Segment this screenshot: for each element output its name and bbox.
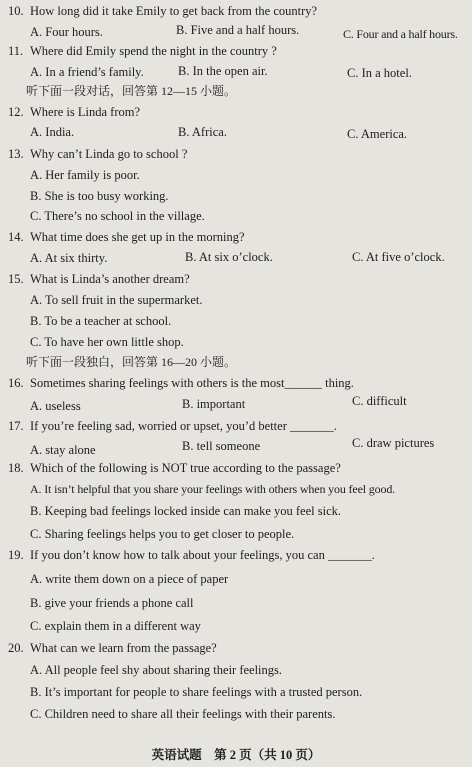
question-18: [8, 460, 472, 476]
question-number: 11.: [8, 44, 24, 58]
question-15: [8, 271, 472, 287]
question-number: 16.: [8, 376, 24, 390]
question-number: 20.: [8, 641, 24, 655]
option-b: B. She is too busy working.: [30, 189, 169, 203]
option-a: A. Four hours.: [30, 25, 103, 39]
question-19: [8, 547, 472, 563]
question-17: [8, 418, 472, 434]
question-number: 14.: [8, 230, 24, 244]
option-b: B. tell someone: [182, 439, 261, 453]
question-number: 18.: [8, 461, 24, 475]
question-text: Where did Emily spend the night in the country ?: [30, 44, 277, 58]
option-b: B. Keeping bad feelings locked inside can make you feel sick.: [30, 504, 342, 518]
option-b: B. important: [182, 397, 246, 411]
option-a: A. write them down on a piece of paper: [30, 572, 229, 586]
option-a: A. It isn’t helpful that you share your feelings with others when you feel good.: [30, 482, 396, 496]
option-c: C. At five o’clock.: [352, 250, 445, 264]
question-number: 10.: [8, 4, 24, 18]
option-a: A. All people feel shy about sharing their feelings.: [30, 663, 283, 677]
question-number: 15.: [8, 272, 24, 286]
page-footer: 英语试题 第 2 页（共 10 页）: [151, 748, 321, 762]
question-text: What is Linda’s another dream?: [30, 272, 190, 286]
option-b: B. It’s important for people to share feelings with a trusted person.: [30, 685, 363, 699]
option-c: C. There’s no school in the village.: [30, 209, 205, 223]
option-a: A. In a friend’s family.: [30, 65, 144, 79]
option-a: A. Her family is poor.: [30, 168, 140, 182]
option-b: B. Five and a half hours.: [176, 23, 300, 37]
question-13: [8, 146, 472, 162]
question-14: [8, 229, 472, 245]
question-text: What time does she get up in the morning?: [30, 230, 245, 244]
option-c: C. explain them in a different way: [30, 619, 201, 633]
option-b: B. Africa.: [178, 125, 227, 139]
section-instruction: 听下面一段独白，回答第 16—20 小题。: [26, 355, 237, 369]
question-11: [8, 43, 472, 59]
question-10: [8, 3, 472, 19]
option-b: B. To be a teacher at school.: [30, 314, 172, 328]
question-20: [8, 640, 472, 656]
option-b: B. give your friends a phone call: [30, 596, 194, 610]
question-text: Sometimes sharing feelings with others is the most______ thing.: [30, 376, 354, 390]
option-c: C. Children need to share all their feelings with their parents.: [30, 707, 336, 721]
option-b: B. In the open air.: [178, 64, 268, 78]
question-number: 13.: [8, 147, 24, 161]
option-a: A. stay alone: [30, 443, 96, 457]
option-c: C. difficult: [352, 394, 407, 408]
option-b: B. At six o’clock.: [185, 250, 273, 264]
question-number: 12.: [8, 105, 24, 119]
question-number: 19.: [8, 548, 24, 562]
option-a: A. India.: [30, 125, 75, 139]
question-text: Where is Linda from?: [30, 105, 141, 119]
option-c: C. America.: [347, 127, 408, 141]
question-text: If you don’t know how to talk about your feelings, you can _______.: [30, 548, 375, 562]
question-text: Why can’t Linda go to school ?: [30, 147, 188, 161]
question-text: What can we learn from the passage?: [30, 641, 217, 655]
question-text: How long did it take Emily to get back from the country?: [30, 4, 318, 18]
question-12: [8, 104, 472, 120]
section-instruction: 听下面一段对话，回答第 12—15 小题。: [26, 84, 237, 98]
option-a: A. To sell fruit in the supermarket.: [30, 293, 203, 307]
question-number: 17.: [8, 419, 24, 433]
option-a: A. At six thirty.: [30, 251, 108, 265]
option-c: C. Sharing feelings helps you to get closer to people.: [30, 527, 295, 541]
option-a: A. useless: [30, 399, 81, 413]
option-c: C. draw pictures: [352, 436, 435, 450]
question-text: Which of the following is NOT true according to the passage?: [30, 461, 341, 475]
question-text: If you’re feeling sad, worried or upset, you’d better _______.: [30, 419, 337, 433]
option-c: C. In a hotel.: [347, 66, 412, 80]
option-c: C. To have her own little shop.: [30, 335, 184, 349]
question-16: [8, 375, 472, 391]
option-c: C. Four and a half hours.: [343, 27, 458, 41]
